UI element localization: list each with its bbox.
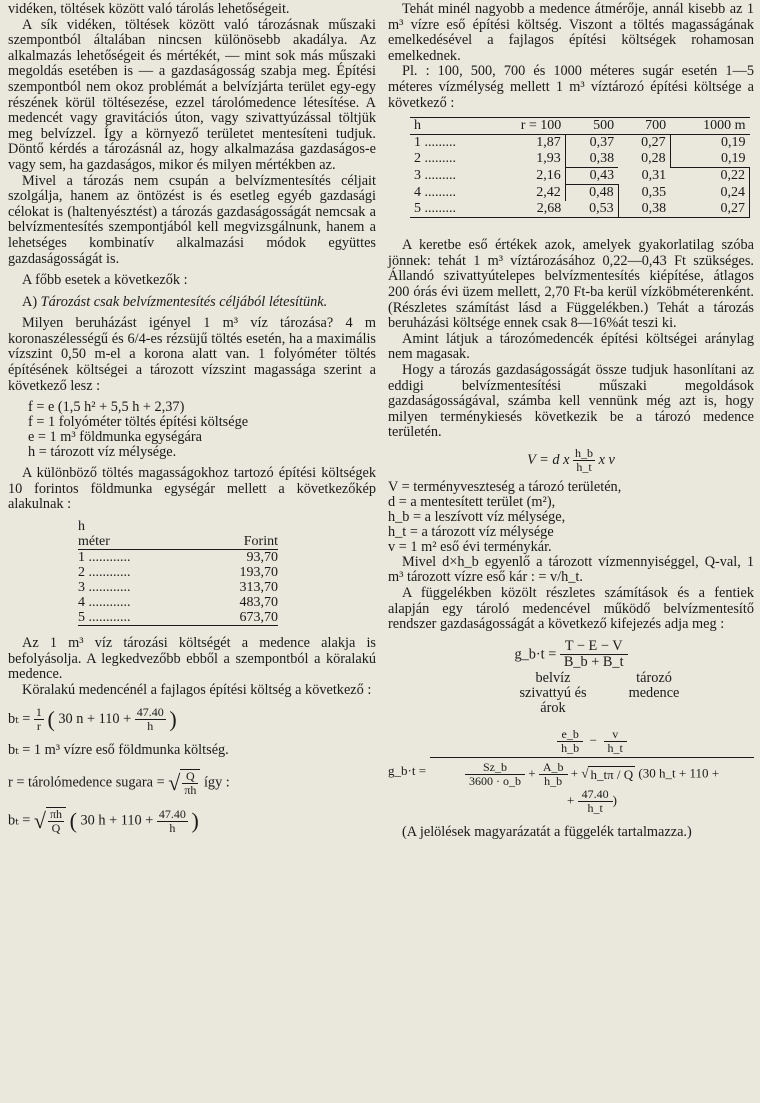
paragraph: Amint látjuk a tározómedencék építési költségei aránylag nem magasak.	[388, 330, 754, 363]
table-row: 1 ......... 1,87 0,37 0,27 0,19	[410, 135, 750, 152]
definition: h_b = a leszívott víz mélysége,	[388, 508, 566, 525]
paragraph: A keretbe eső értékek azok, amelyek gyakorlatilag szóba jönnek: tehát 1 m³ víztározásához 0,22—0,43 Ft szükséges. Állandó szivattyútelepes belvízmentesítés kiépítése, átlagos 200 órás évi üzem mellett, 2,70 Ft-ba kerül vízköbméterenként. (Részletes számítást lásd a Függelékben.) Tehát a tározás beruházási költsége ennek csak 8—16%át teszi ki.	[388, 237, 754, 332]
table-row: 5 ............ 673,70	[78, 610, 278, 626]
formula-g1-labels	[448, 671, 754, 716]
definition: v = 1 m² eső évi terménykár.	[388, 538, 552, 555]
table-row: 3 ......... 2,16 0,43 0,31 0,22	[410, 168, 750, 185]
cost-header: 700	[618, 118, 670, 135]
table-header-meter: méter	[78, 534, 110, 550]
cost-table	[410, 117, 750, 218]
cost-header: r = 100	[489, 118, 566, 135]
section-heading	[8, 295, 376, 311]
definition: V = terményveszteség a tározó területén,	[388, 478, 622, 495]
paragraph: Az 1 m³ víz tározási költségét a medence alakja is befolyásolja. A legkedvezőbb ebből a szempontból a köralakú medence.	[8, 635, 376, 683]
table-row: 4 ............ 483,70	[78, 595, 278, 611]
forint-table	[78, 519, 278, 626]
table-header-h: h	[78, 519, 85, 535]
section-heading-title: Tározást csak belvízmentesítés céljából létesítünk.	[40, 293, 328, 310]
paragraph: A különböző töltés magasságokhoz tartozó építési költségek 10 forintos földmunka egységár mellett a következőkép alakulnak :	[8, 465, 376, 513]
cost-header: 500	[565, 118, 618, 135]
table-row: 1 ............ 93,70	[78, 550, 278, 566]
table-header-forint: Forint	[243, 534, 278, 550]
paragraph: vidéken, töltések között való tárolás lehetőségeit.	[8, 1, 290, 17]
table-row: 2 ......... 1,93 0,38 0,28 0,19	[410, 151, 750, 168]
right-column	[388, 2, 754, 841]
section-heading-prefix: A)	[22, 293, 41, 310]
paragraph: Mivel d×h_b egyenlő a tározott vízmennyiséggel, Q-val, 1 m³ tározott vízre eső kár : = v/h_t.	[388, 553, 754, 586]
cost-header: 1000 m	[670, 118, 749, 135]
formula-v: V = d x $\frac{h\_b}{h\_t}$ x v	[527, 445, 615, 474]
paragraph: A függelékben közölt részletes számítások és a fentiek alapján egy tároló medencével működő belvízmentesítő rendszer gazdaságosságát a következő kifejezés adja meg :	[388, 585, 754, 633]
formula-g2: g_b·t = $\frac{e\_b}{h\_b}$ − $\frac{v}{h\_t}$ $\frac{Sz\_b}{3600 \cdot o\_b}$ + $\frac{A\_b}{h\_b}$ + √ h_tπ / Q (30 h_t + 110 + + $\frac{47.40}{h\_t}$ )	[388, 726, 754, 815]
formula-g1: g_b·t = $\frac{T - E - V}{B\_b + B\_t}$	[388, 639, 754, 671]
left-column	[8, 2, 376, 837]
definition: e = 1 m³ földmunka egységára	[28, 429, 202, 446]
table-row: 5 ......... 2,68 0,53 0,38 0,27	[410, 201, 750, 218]
table-row: 2 ............ 193,70	[78, 565, 278, 581]
formula-f: f = e (1,5 h² + 5,5 h + 2,37)	[28, 399, 185, 416]
definition: f = 1 folyóméter töltés építési költsége	[28, 414, 249, 431]
paragraph: Mivel a tározás nem csupán a belvízmentesítés céljait szolgálja, hanem az öntözést is és esetleg egyéb gazdasági célokat is (haltenyésztést) a tározás gazdaságosságát nemcsak a belvízmentesítés szempontjából kell megvizsgálnunk, hanem a lehetséges kombinatív alkalmazási módok együttes gazdaságosságát is.	[8, 172, 376, 267]
definition: d = a mentesített terület (m²),	[388, 493, 556, 510]
paragraph: Tehát minél nagyobb a medence átmérője, annál kisebb az 1 m³ vízre eső építési költség. Viszont a töltés magasságának emelkedésével a fajlagos építési költségek rohamosan emelkednek.	[388, 1, 754, 64]
table-row: 3 ............ 313,70	[78, 580, 278, 596]
definition: h_t = a tározott víz mélysége	[388, 523, 554, 540]
paragraph: Milyen beruházást igényel 1 m³ víz tározása? 4 m koronaszélességű és 6/4-es rézsüjű töltés esetén, ha a maximális vízszint 0,50 m-el a korona alatt van. 1 folyóméter töltés építésének költségei a tározott vízszint magassága szerint a következő lesz :	[8, 315, 376, 394]
definition: h = tározott víz mélysége.	[28, 444, 177, 461]
formula-bt2: bₜ = √ $\frac{\pi h}{Q}$ ( 30 h + 110 + $\frac{47.40}{h}$ )	[8, 806, 199, 835]
paragraph: Hogy a tározás gazdaságosságát össze tudjuk hasonlítani az eddigi belvízmentesítési műszaki megoldások gazdaságosságával, számba kell vennünk még azt is, hogy milyen terménykiesés következik be a tározó medence területén.	[388, 361, 754, 441]
paragraph: Pl. : 100, 500, 700 és 1000 méteres sugár esetén 1—5 méteres vízmélység mellett 1 m³ víztározó építési költsége a következő :	[388, 63, 754, 111]
formula-r: r = tárolómedence sugara = √ $\frac{Q}{\pi h}$ így :	[8, 769, 230, 797]
paragraph: A főbb esetek a következők :	[22, 272, 188, 289]
cost-header: h	[410, 118, 489, 135]
paragraph: A sík vidéken, töltések között való tározásnak műszaki szempontból általában nincsen különösebb akadálya. Az alkalmazás lehetőségeit és mértékét, — mint sok más műszaki megoldás esetében is — a gazdaságosság szabja meg. Építési szempontból nem okoz problémát a belvízjárta terület egy-egy részének körül töltésezése, ezzel tárolómedence létesítése. A medencét vagy gravitációs úton, vagy szivattyúzással töltjük meg belvízzel. Így a környező területet mentesíteni tudjuk. Döntő kérdés a tározásnál az, hogy alkalmazása gazdaságos-e vagy sem, ha gazdaságos, mikor és milyen mértékben az.	[8, 16, 376, 173]
table-row: 4 ......... 2,42 0,48 0,35 0,24	[410, 185, 750, 202]
label-tarozo: tározó medence	[628, 670, 680, 702]
paragraph: Köralakú medencénél a fajlagos építési költség a következő :	[22, 681, 372, 698]
definition: bₜ = 1 m³ vízre eső földmunka költség.	[8, 742, 229, 759]
paragraph: (A jelölések magyarázatát a függelék tartalmazza.)	[402, 824, 692, 841]
label-belviz: belvíz szivattyú és árok	[519, 670, 587, 717]
formula-bt: bₜ = $\frac{1}{r}$ ( 30 n + 110 + $\frac{47.40}{h}$ )	[8, 705, 177, 734]
